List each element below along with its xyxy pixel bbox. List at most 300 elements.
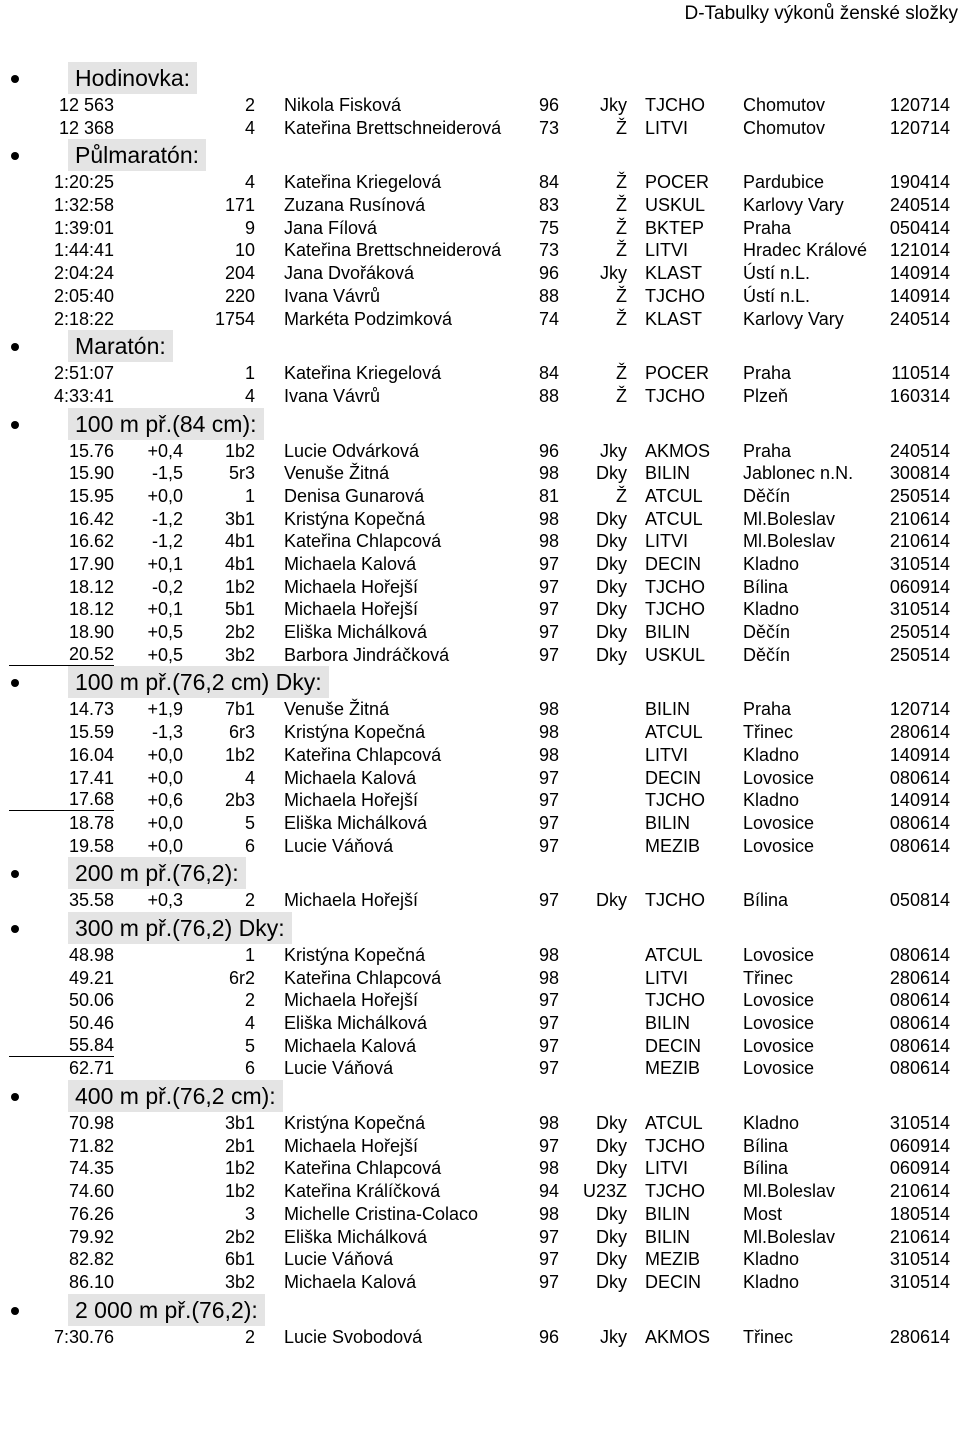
birth-year: 97 [539, 890, 560, 911]
birth-year: 97 [539, 1271, 560, 1292]
birth-year: 96 [539, 95, 560, 115]
result-time: 50.06 [68, 990, 114, 1011]
place-value: 171 [224, 195, 255, 216]
result-row [0, 462, 960, 485]
place-value: 2b2 [224, 622, 255, 643]
event-title: 200 m př.(76,2): [68, 857, 246, 889]
birth-year: 98 [539, 508, 560, 529]
result-time: 17.68 [9, 789, 114, 811]
venue-city: Pardubice [743, 172, 825, 193]
competition-date: 280614 [889, 722, 950, 743]
place-value: 6r2 [228, 967, 255, 988]
place-value: 5b1 [224, 599, 255, 620]
athlete-name: Kateřina Brettschneiderová [284, 117, 502, 138]
result-time: 18.12 [68, 576, 114, 597]
result-row [0, 1180, 960, 1203]
category: Dky [596, 508, 627, 529]
result-time: 1:20:25 [53, 172, 114, 193]
club-code: BKTEP [645, 217, 705, 238]
result-row [0, 262, 960, 285]
competition-date: 080614 [889, 1035, 950, 1056]
category: Jky [600, 440, 627, 461]
result-row [0, 644, 960, 667]
birth-year: 88 [539, 285, 560, 306]
result-time: 2:05:40 [53, 285, 114, 306]
wind-value: +0,5 [147, 644, 183, 665]
club-code: ATCUL [645, 508, 703, 529]
venue-city: Lovosice [743, 1013, 815, 1033]
competition-date: 060914 [889, 576, 950, 597]
venue-city: Děčín [743, 622, 791, 643]
competition-date: 240514 [889, 440, 950, 461]
venue-city: Jablonec n.N. [743, 463, 854, 484]
venue-city: Kladno [743, 790, 800, 811]
event-heading [0, 62, 960, 94]
wind-value: +0,5 [147, 622, 183, 643]
athlete-name: Michaela Kalová [284, 1035, 417, 1056]
athlete-name: Kateřina Chlapcová [284, 967, 442, 988]
birth-year: 97 [539, 1249, 560, 1270]
result-time: 2:04:24 [53, 263, 114, 284]
result-time: 12 368 [58, 117, 114, 138]
competition-date: 140914 [889, 790, 950, 811]
category: Dky [596, 890, 627, 911]
bullet-icon [11, 343, 19, 351]
birth-year: 98 [539, 722, 560, 743]
results-document [0, 62, 960, 1348]
result-time: 62.71 [68, 1058, 114, 1079]
result-time: 15.59 [68, 722, 114, 743]
venue-city: Lovosice [743, 835, 815, 856]
venue-city: Děčín [743, 485, 791, 506]
club-code: TJCHO [645, 1135, 705, 1156]
result-row [0, 508, 960, 531]
athlete-name: Michaela Kalová [284, 1271, 417, 1292]
athlete-name: Kristýna Kopečná [284, 722, 426, 743]
competition-date: 060914 [889, 1135, 950, 1156]
athlete-name: Kateřina Chlapcová [284, 1158, 442, 1179]
venue-city: Lovosice [743, 1058, 815, 1079]
result-row [0, 889, 960, 912]
place-value: 1 [244, 363, 255, 384]
category: Ž [616, 240, 627, 261]
result-row [0, 1203, 960, 1226]
competition-date: 210614 [889, 508, 950, 529]
athlete-name: Eliška Michálková [284, 812, 428, 833]
result-row [0, 744, 960, 767]
place-value: 4 [244, 117, 255, 138]
event-section [0, 408, 960, 667]
athlete-name: Ivana Vávrů [284, 285, 381, 306]
category: Dky [596, 1135, 627, 1156]
birth-year: 97 [539, 622, 560, 643]
competition-date: 080614 [889, 990, 950, 1011]
birth-year: 97 [539, 1013, 560, 1033]
athlete-name: Denisa Gunarová [284, 485, 425, 506]
venue-city: Plzeň [743, 385, 789, 406]
place-value: 220 [224, 285, 255, 306]
category: Dky [596, 1158, 627, 1179]
result-row [0, 1226, 960, 1249]
venue-city: Třinec [743, 1326, 794, 1347]
result-time: 74.60 [68, 1181, 114, 1202]
venue-city: Děčín [743, 644, 791, 665]
club-code: LITVI [645, 240, 689, 261]
birth-year: 98 [539, 463, 560, 484]
wind-value: +0,4 [147, 440, 183, 461]
place-value: 2b1 [224, 1135, 255, 1156]
result-row [0, 1135, 960, 1158]
place-value: 4b1 [224, 554, 255, 574]
competition-date: 310514 [889, 1271, 950, 1292]
result-time: 49.21 [68, 967, 114, 988]
athlete-name: Jana Fílová [284, 217, 378, 238]
competition-date: 080614 [889, 944, 950, 965]
result-row [0, 1248, 960, 1271]
category: Dky [596, 1271, 627, 1292]
birth-year: 98 [539, 531, 560, 552]
bullet-icon [11, 1093, 19, 1101]
athlete-name: Kateřina Kriegelová [284, 172, 442, 193]
competition-date: 060914 [889, 1158, 950, 1179]
venue-city: Ústí n.L. [743, 285, 811, 306]
athlete-name: Barbora Jindráčková [284, 644, 450, 665]
result-time: 35.58 [68, 890, 114, 911]
wind-value: +0,0 [147, 767, 183, 788]
category: Dky [596, 1203, 627, 1224]
result-time: 15.76 [68, 440, 114, 461]
athlete-name: Kateřina Chlapcová [284, 531, 442, 552]
competition-date: 080614 [889, 1013, 950, 1033]
competition-date: 280614 [889, 1326, 950, 1347]
venue-city: Ml.Boleslav [743, 1181, 836, 1202]
club-code: LITVI [645, 1158, 689, 1179]
result-row [0, 194, 960, 217]
venue-city: Praha [743, 217, 792, 238]
competition-date: 210614 [889, 1181, 950, 1202]
venue-city: Bílina [743, 576, 789, 597]
result-row [0, 576, 960, 599]
club-code: TJCHO [645, 1181, 705, 1202]
result-row [0, 598, 960, 621]
competition-date: 080614 [889, 812, 950, 833]
result-time: 18.12 [68, 599, 114, 620]
event-section [0, 1080, 960, 1294]
competition-date: 050814 [889, 890, 950, 911]
result-row [0, 789, 960, 812]
athlete-name: Markéta Podzimková [284, 308, 453, 329]
place-value: 6 [244, 1058, 255, 1079]
athlete-name: Kateřina Brettschneiderová [284, 240, 502, 261]
birth-year: 94 [539, 1181, 560, 1202]
venue-city: Kladno [743, 554, 800, 574]
result-time: 50.46 [68, 1013, 114, 1033]
competition-date: 140914 [889, 263, 950, 284]
place-value: 6b1 [224, 1249, 255, 1270]
birth-year: 74 [539, 308, 560, 329]
birth-year: 98 [539, 1113, 560, 1134]
result-time: 70.98 [68, 1113, 114, 1134]
place-value: 6r3 [228, 722, 255, 743]
result-row [0, 767, 960, 790]
birth-year: 97 [539, 835, 560, 856]
wind-value: -1,2 [151, 531, 183, 552]
event-section [0, 1294, 960, 1349]
wind-value: -1,2 [151, 508, 183, 529]
result-time: 16.04 [68, 744, 114, 765]
venue-city: Kladno [743, 1113, 800, 1134]
club-code: BILIN [645, 699, 691, 720]
club-code: AKMOS [645, 1326, 711, 1347]
result-row [0, 94, 960, 117]
place-value: 2 [244, 95, 255, 115]
competition-date: 310514 [889, 599, 950, 620]
athlete-name: Kristýna Kopečná [284, 508, 426, 529]
competition-date: 120714 [889, 699, 950, 720]
wind-value: +0,0 [147, 812, 183, 833]
venue-city: Most [743, 1203, 783, 1224]
event-title: 300 m př.(76,2) Dky: [68, 912, 292, 944]
result-time: 2:18:22 [53, 308, 114, 329]
place-value: 6 [244, 835, 255, 856]
venue-city: Třinec [743, 722, 794, 743]
event-title: Půlmaratón: [68, 139, 206, 171]
athlete-name: Zuzana Rusínová [284, 195, 426, 216]
club-code: KLAST [645, 308, 703, 329]
event-heading [0, 666, 960, 698]
competition-date: 210614 [889, 1226, 950, 1247]
result-time: 16.42 [68, 508, 114, 529]
bullet-icon [11, 925, 19, 933]
competition-date: 190414 [889, 172, 950, 193]
result-row [0, 967, 960, 990]
wind-value: +0,1 [147, 599, 183, 620]
birth-year: 96 [539, 440, 560, 461]
competition-date: 080614 [889, 835, 950, 856]
event-heading [0, 330, 960, 362]
place-value: 5 [244, 1035, 255, 1056]
place-value: 3 [244, 1203, 255, 1224]
club-code: LITVI [645, 531, 689, 552]
athlete-name: Eliška Michálková [284, 622, 428, 643]
venue-city: Lovosice [743, 812, 815, 833]
result-time: 20.52 [9, 644, 114, 666]
club-code: USKUL [645, 195, 706, 216]
result-row [0, 1157, 960, 1180]
result-row [0, 171, 960, 194]
place-value: 1b2 [224, 1158, 255, 1179]
competition-date: 121014 [889, 240, 950, 261]
result-row [0, 362, 960, 385]
competition-date: 110514 [891, 363, 950, 384]
category: Jky [600, 1326, 627, 1347]
club-code: BILIN [645, 1013, 691, 1033]
result-row [0, 217, 960, 240]
result-time: 17.90 [68, 554, 114, 574]
event-section [0, 857, 960, 912]
result-row [0, 698, 960, 721]
club-code: TJCHO [645, 990, 705, 1011]
competition-date: 120714 [889, 117, 950, 138]
result-time: 1:32:58 [53, 195, 114, 216]
place-value: 3b1 [224, 508, 255, 529]
event-title: 100 m př.(76,2 cm) Dky: [68, 666, 329, 698]
category: Dky [596, 531, 627, 552]
event-title: 100 m př.(84 cm): [68, 408, 264, 440]
result-time: 48.98 [68, 944, 114, 965]
place-value: 1754 [214, 308, 255, 329]
birth-year: 73 [539, 117, 560, 138]
venue-city: Třinec [743, 967, 794, 988]
category: Ž [616, 285, 627, 306]
athlete-name: Michaela Kalová [284, 554, 417, 574]
result-row [0, 835, 960, 858]
wind-value: -1,3 [151, 722, 183, 743]
category: Dky [596, 554, 627, 574]
competition-date: 140914 [889, 285, 950, 306]
place-value: 9 [244, 217, 255, 238]
place-value: 3b2 [224, 644, 255, 665]
category: Ž [616, 117, 627, 138]
club-code: TJCHO [645, 790, 705, 811]
place-value: 2 [244, 990, 255, 1011]
result-time: 12 563 [58, 95, 114, 115]
wind-value: -0,2 [151, 576, 183, 597]
competition-date: 140914 [889, 744, 950, 765]
athlete-name: Venuše Žitná [284, 463, 390, 484]
category: Ž [616, 308, 627, 329]
result-time: 76.26 [68, 1203, 114, 1224]
event-heading [0, 1080, 960, 1112]
result-time: 7:30.76 [53, 1326, 114, 1347]
venue-city: Bílina [743, 890, 789, 911]
birth-year: 98 [539, 944, 560, 965]
athlete-name: Michaela Hořejší [284, 990, 419, 1011]
category: Dky [596, 1249, 627, 1270]
birth-year: 98 [539, 744, 560, 765]
result-row [0, 308, 960, 331]
athlete-name: Venuše Žitná [284, 699, 390, 720]
club-code: DECIN [645, 767, 702, 788]
result-time: 17.41 [68, 767, 114, 788]
venue-city: Lovosice [743, 944, 815, 965]
wind-value: +0,6 [147, 790, 183, 811]
athlete-name: Kristýna Kopečná [284, 944, 426, 965]
category: Dky [596, 622, 627, 643]
wind-value: +1,9 [147, 699, 183, 720]
venue-city: Karlovy Vary [743, 308, 844, 329]
club-code: BILIN [645, 622, 691, 643]
place-value: 2b3 [224, 790, 255, 811]
athlete-name: Kateřina Kriegelová [284, 363, 442, 384]
competition-date: 080614 [889, 1058, 950, 1079]
club-code: TJCHO [645, 576, 705, 597]
place-value: 1b2 [224, 1181, 255, 1202]
place-value: 4 [244, 385, 255, 406]
club-code: TJCHO [645, 890, 705, 911]
result-row [0, 485, 960, 508]
birth-year: 98 [539, 1203, 560, 1224]
competition-date: 210614 [889, 531, 950, 552]
athlete-name: Eliška Michálková [284, 1226, 428, 1247]
wind-value: +0,0 [147, 485, 183, 506]
result-row [0, 1271, 960, 1294]
bullet-icon [11, 1307, 19, 1315]
event-section [0, 330, 960, 407]
venue-city: Ml.Boleslav [743, 508, 836, 529]
birth-year: 75 [539, 217, 560, 238]
result-time: 1:39:01 [53, 217, 114, 238]
club-code: POCER [645, 172, 710, 193]
place-value: 3b1 [224, 1113, 255, 1134]
result-row [0, 721, 960, 744]
bullet-icon [11, 75, 19, 83]
birth-year: 97 [539, 1226, 560, 1247]
result-time: 4:33:41 [53, 385, 114, 406]
venue-city: Hradec Králové [743, 240, 868, 261]
result-time: 86.10 [68, 1271, 114, 1292]
athlete-name: Kateřina Králíčková [284, 1181, 441, 1202]
athlete-name: Lucie Váňová [284, 1249, 394, 1270]
birth-year: 97 [539, 812, 560, 833]
place-value: 4b1 [224, 531, 255, 552]
birth-year: 98 [539, 1158, 560, 1179]
event-section [0, 62, 960, 139]
club-code: BILIN [645, 463, 691, 484]
category: Dky [596, 576, 627, 597]
birth-year: 83 [539, 195, 560, 216]
bullet-icon [11, 679, 19, 687]
venue-city: Kladno [743, 1249, 800, 1270]
category: Dky [596, 1113, 627, 1134]
club-code: MEZIB [645, 1249, 701, 1270]
result-time: 18.90 [68, 622, 114, 643]
result-time: 15.90 [68, 463, 114, 484]
category: U23Z [582, 1181, 627, 1202]
competition-date: 310514 [889, 1113, 950, 1134]
bullet-icon [11, 870, 19, 878]
competition-date: 250514 [889, 644, 950, 665]
result-time: 15.95 [68, 485, 114, 506]
event-heading [0, 857, 960, 889]
competition-date: 250514 [889, 622, 950, 643]
athlete-name: Lucie Odvárková [284, 440, 420, 461]
birth-year: 97 [539, 1058, 560, 1079]
result-row [0, 944, 960, 967]
birth-year: 81 [539, 485, 560, 506]
venue-city: Chomutov [743, 117, 826, 138]
competition-date: 240514 [889, 195, 950, 216]
wind-value: +0,0 [147, 744, 183, 765]
athlete-name: Lucie Svobodová [284, 1326, 423, 1347]
club-code: TJCHO [645, 285, 705, 306]
club-code: DECIN [645, 1271, 702, 1292]
place-value: 1b2 [224, 744, 255, 765]
competition-date: 080614 [889, 767, 950, 788]
place-value: 5r3 [228, 463, 255, 484]
category: Ž [616, 195, 627, 216]
venue-city: Ml.Boleslav [743, 531, 836, 552]
place-value: 2 [244, 890, 255, 911]
club-code: ATCUL [645, 1113, 703, 1134]
place-value: 4 [244, 767, 255, 788]
result-time: 74.35 [68, 1158, 114, 1179]
club-code: USKUL [645, 644, 706, 665]
result-time: 71.82 [68, 1135, 114, 1156]
club-code: POCER [645, 363, 710, 384]
category: Ž [616, 363, 627, 384]
category: Dky [596, 599, 627, 620]
